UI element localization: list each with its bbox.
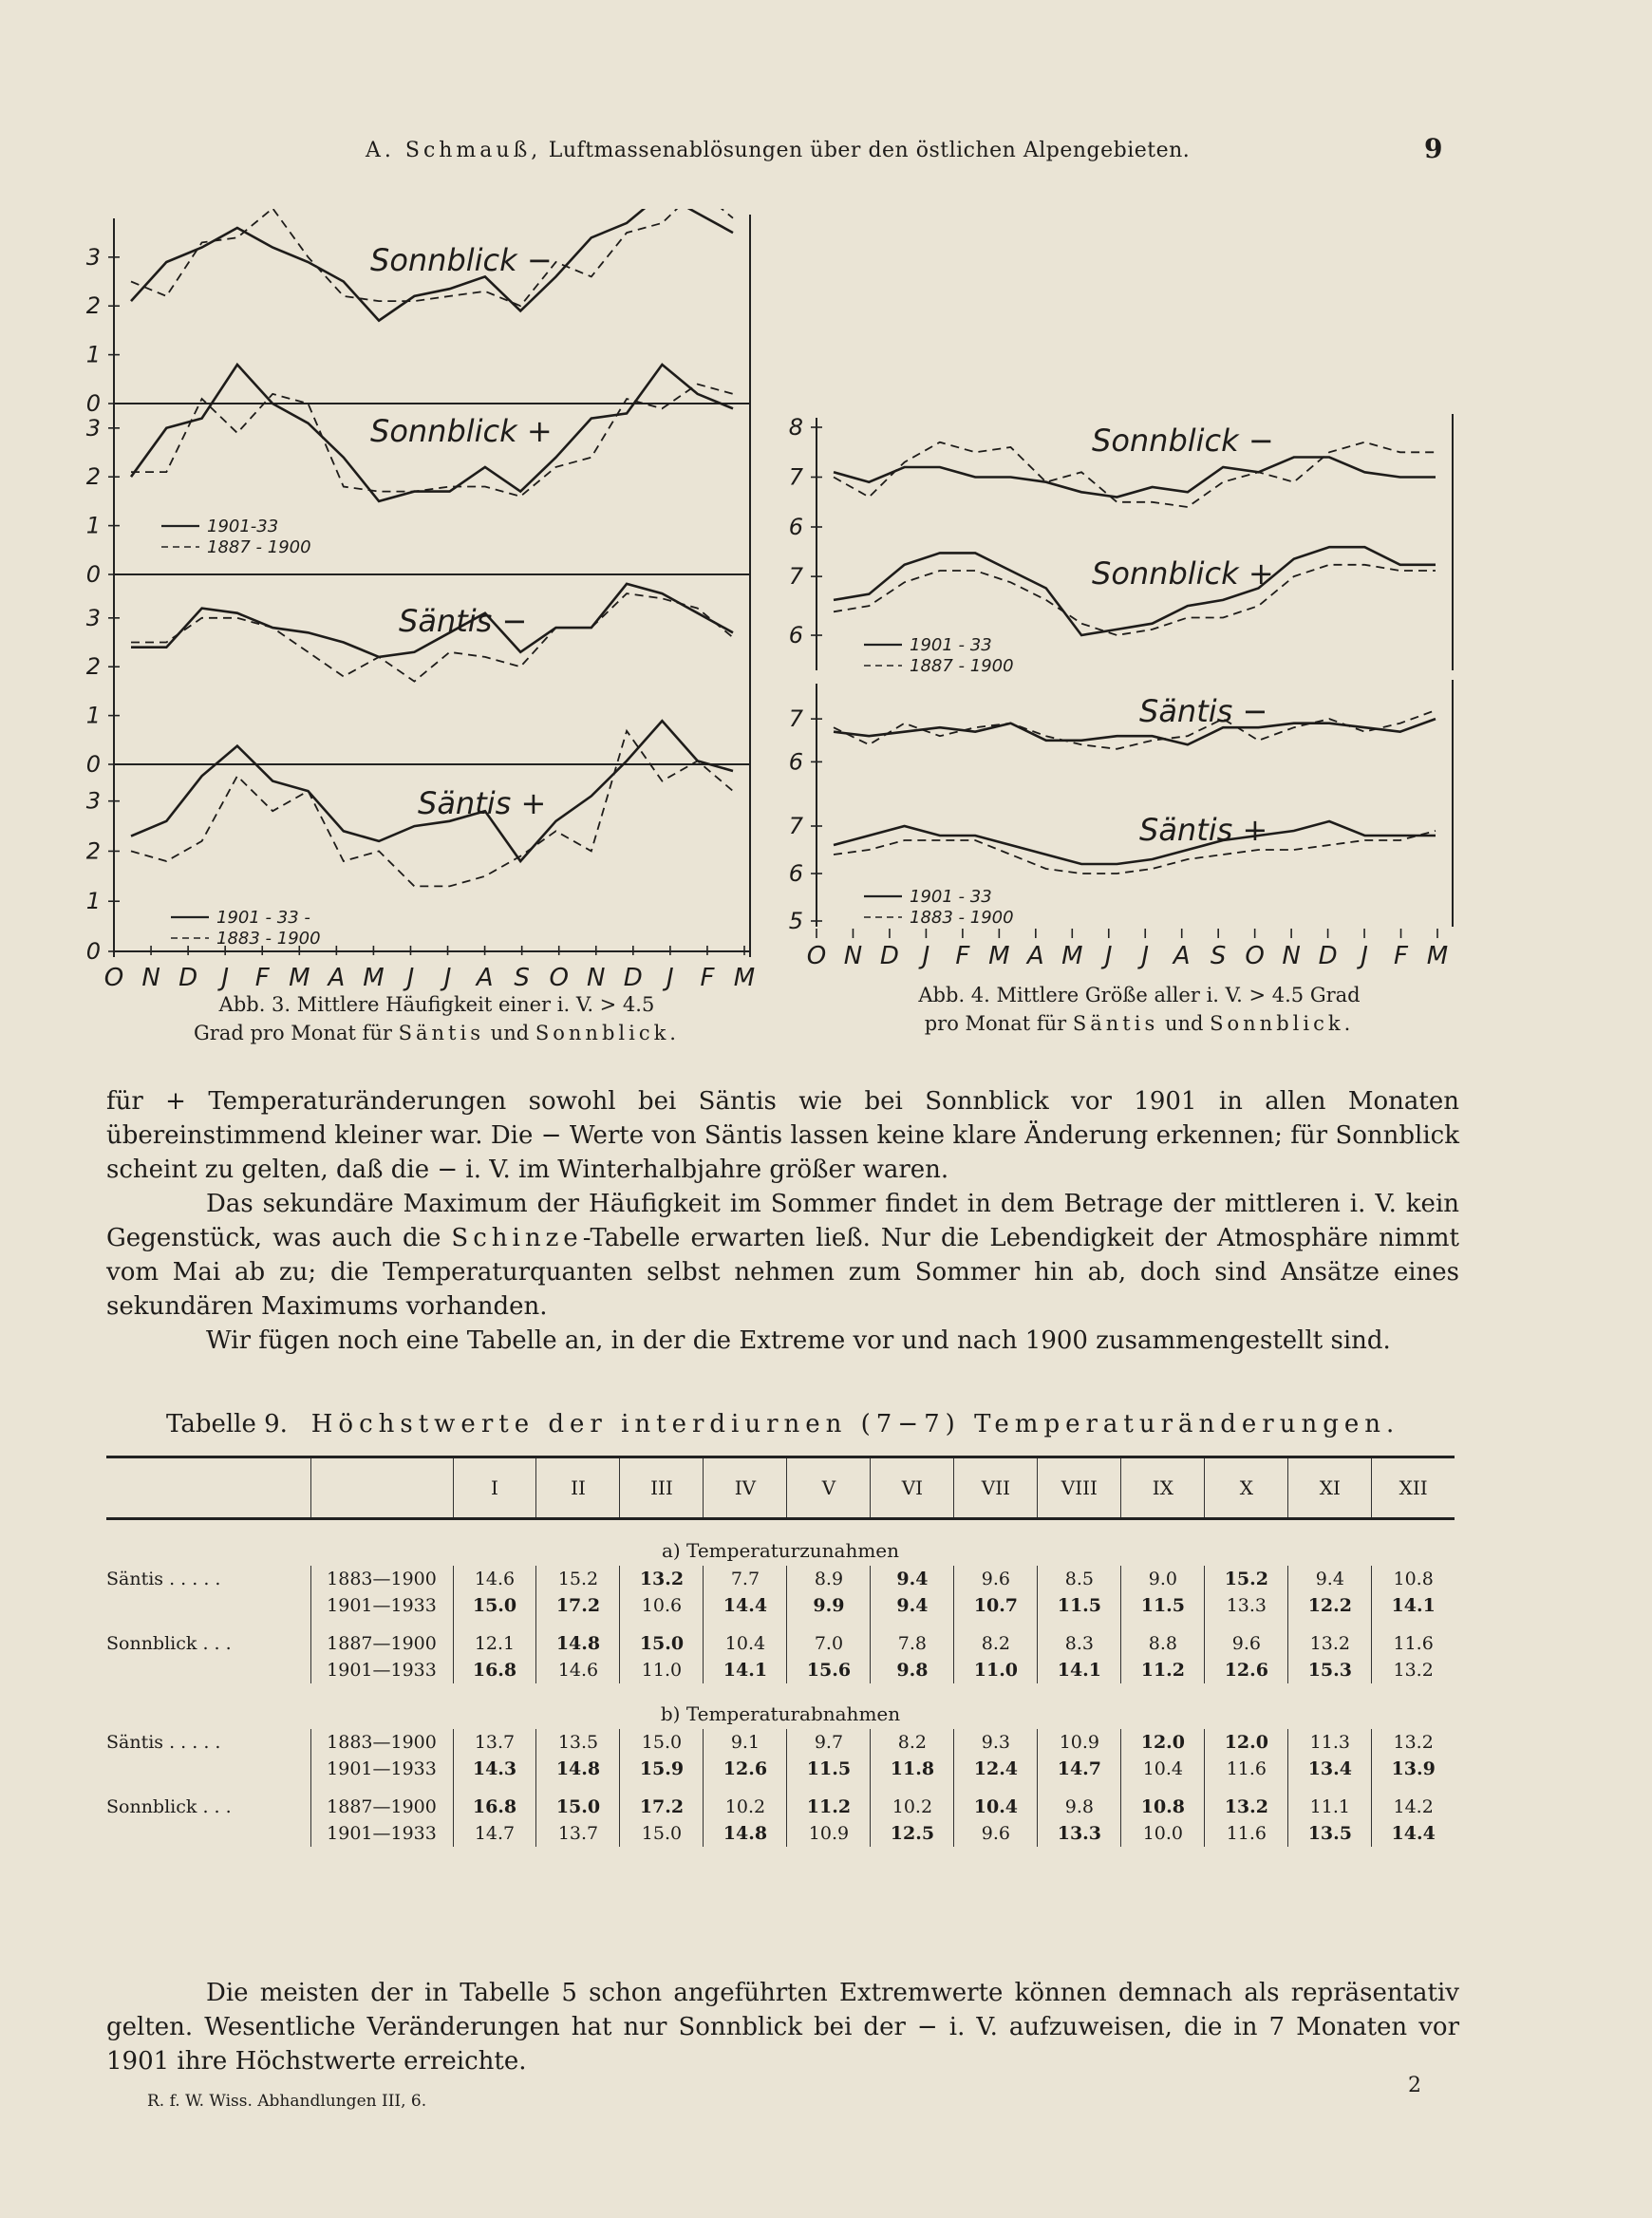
- value-cell: 11.5: [1121, 1592, 1205, 1619]
- spacer-cell: [106, 1782, 310, 1794]
- spacer-cell: [1121, 1782, 1205, 1794]
- caption-station: Säntis: [1072, 1012, 1159, 1035]
- x-tick-label: M: [1426, 942, 1449, 970]
- y-tick-label: 3: [85, 414, 101, 442]
- value-cell: 9.3: [954, 1729, 1038, 1756]
- x-tick-label: O: [1245, 942, 1265, 970]
- value-cell: 11.1: [1288, 1794, 1372, 1820]
- spacer-cell: [453, 1619, 536, 1630]
- y-tick-label: 1: [85, 702, 101, 729]
- period-cell: 1887—1900: [310, 1630, 453, 1657]
- value-cell: 14.7: [453, 1820, 536, 1847]
- spacer-cell: [787, 1782, 871, 1794]
- legend-label: 1901 - 33: [910, 635, 992, 655]
- value-cell: 9.7: [787, 1729, 871, 1756]
- figure-4-caption: [835, 981, 1443, 1038]
- x-tick-label: D: [178, 964, 198, 992]
- station-cell: [106, 1592, 310, 1619]
- value-cell: 13.2: [620, 1566, 704, 1592]
- value-cell: 14.7: [1038, 1756, 1121, 1782]
- table-row: [106, 1820, 1455, 1847]
- value-cell: 13.2: [1393, 1660, 1434, 1681]
- value-cell: 10.9: [1038, 1729, 1121, 1756]
- value-cell: 10.2: [704, 1794, 787, 1820]
- value-cell: 8.2: [954, 1630, 1038, 1657]
- spacer-cell: [1205, 1619, 1288, 1630]
- spacer-row: [106, 1619, 1455, 1630]
- x-tick-label: S: [514, 964, 530, 992]
- y-tick-label: 2: [85, 837, 101, 865]
- value-cell: 9.6: [1205, 1630, 1288, 1657]
- panel-title: Sonnblick +: [370, 413, 553, 449]
- value-cell: 15.0: [453, 1592, 536, 1619]
- value-cell: 11.8: [871, 1756, 954, 1782]
- x-tick-label: J: [221, 964, 230, 992]
- value-cell: 11.6: [1205, 1756, 1288, 1782]
- value-cell: 10.4: [704, 1630, 787, 1657]
- legend-label: 1887 - 1900: [207, 537, 311, 557]
- value-cell: 14.8: [536, 1756, 620, 1782]
- x-tick-label: M: [988, 942, 1010, 970]
- x-tick-label: J: [1141, 942, 1150, 970]
- value-cell: 8.2: [871, 1729, 954, 1756]
- value-cell: 11.0: [954, 1657, 1038, 1683]
- spacer-cell: [704, 1619, 787, 1630]
- value-cell: 8.8: [1121, 1630, 1205, 1657]
- x-tick-label: M: [733, 964, 756, 992]
- x-tick-label: J: [443, 964, 452, 992]
- value-cell: 14.4: [1391, 1823, 1436, 1844]
- paragraph-text: Das sekundäre Maximum der Häufigkeit im Sommer findet in dem Betrage der mittleren i. V. kein Gegenstück, was auch die: [106, 1190, 1459, 1252]
- x-tick-label: N: [587, 964, 606, 992]
- value-cell: 10.2: [871, 1794, 954, 1820]
- chart-panel: [86, 575, 750, 778]
- data-table: [106, 1456, 1455, 1847]
- value-cell: 17.2: [620, 1794, 704, 1820]
- station-cell: [106, 1657, 310, 1683]
- value-cell: 14.8: [536, 1630, 620, 1657]
- value-cell: 7.7: [704, 1566, 787, 1592]
- column-header: VII: [954, 1457, 1038, 1519]
- value-cell: 11.5: [1038, 1592, 1121, 1619]
- caption-text: Grad pro Monat für: [194, 1022, 392, 1044]
- caption-station: Säntis: [398, 1022, 484, 1044]
- y-tick-label: 6: [788, 860, 803, 887]
- value-cell: 12.2: [1288, 1592, 1372, 1619]
- figure-3-caption-line2: [104, 1019, 769, 1047]
- value-cell: 9.8: [871, 1657, 954, 1683]
- figure-4-charts: [779, 408, 1462, 978]
- x-tick-label: A: [1026, 942, 1044, 970]
- section-row: [106, 1683, 1455, 1729]
- value-cell: 9.0: [1121, 1566, 1205, 1592]
- footer-series: R. f. W. Wiss. Abhandlungen III, 6.: [147, 2092, 427, 2111]
- spacer-cell: [704, 1782, 787, 1794]
- panel-title: Säntis +: [418, 785, 547, 821]
- x-tick-label: S: [1210, 942, 1227, 970]
- value-cell: 8.9: [787, 1566, 871, 1592]
- x-tick-label: J: [922, 942, 930, 970]
- value-cell: 11.2: [787, 1794, 871, 1820]
- period-cell: 1901—1933: [310, 1592, 453, 1619]
- value-cell: 14.4: [704, 1592, 787, 1619]
- y-tick-label: 2: [85, 653, 101, 681]
- y-tick-label: 3: [85, 243, 101, 271]
- x-tick-label: F: [254, 964, 270, 992]
- y-tick-label: 0: [85, 561, 101, 588]
- section-row: [106, 1519, 1455, 1567]
- spacer-cell: [1038, 1619, 1121, 1630]
- table-row: [106, 1756, 1455, 1782]
- y-tick-label: 5: [788, 908, 803, 934]
- value-cell: 9.4: [1288, 1566, 1372, 1592]
- value-cell: 14.1: [704, 1657, 787, 1683]
- series-line-solid: [834, 719, 1436, 744]
- spacer-cell: [1205, 1782, 1288, 1794]
- series-line-dashed: [834, 710, 1436, 749]
- x-tick-label: J: [1104, 942, 1113, 970]
- running-header: [366, 139, 1190, 162]
- spacer-cell: [1121, 1619, 1205, 1630]
- station-cell: Sonnblick . . .: [106, 1633, 232, 1654]
- spacer-cell: [1372, 1782, 1455, 1794]
- legend-label: 1883 - 1900: [216, 929, 321, 949]
- figure-4-caption-line1: Abb. 4. Mittlere Größe aller i. V. > 4.5 Grad: [918, 984, 1361, 1006]
- period-cell: 1901—1933: [310, 1756, 453, 1782]
- legend-label: 1901 - 33: [910, 887, 992, 907]
- period-cell: 1901—1933: [310, 1657, 453, 1683]
- body-text-2: [106, 1976, 1459, 2078]
- table-row: [106, 1592, 1455, 1619]
- value-cell: 7.0: [787, 1630, 871, 1657]
- table-row: [106, 1630, 1455, 1657]
- spacer-cell: [954, 1782, 1038, 1794]
- section-heading: b) Temperaturabnahmen: [660, 1702, 901, 1725]
- table-header-row: [106, 1457, 1455, 1519]
- spacer-cell: [310, 1619, 453, 1630]
- y-tick-label: 2: [85, 463, 101, 491]
- column-header: VIII: [1038, 1457, 1121, 1519]
- value-cell: 12.0: [1205, 1729, 1288, 1756]
- figure-4-caption-line2: [835, 1009, 1443, 1038]
- value-cell: 9.6: [954, 1566, 1038, 1592]
- y-tick-label: 7: [788, 463, 803, 491]
- header-blank: [106, 1457, 310, 1519]
- x-tick-label: A: [1173, 942, 1191, 970]
- value-cell: 15.0: [620, 1820, 704, 1847]
- station-cell: Sonnblick . . .: [106, 1796, 232, 1817]
- station-cell: [106, 1820, 310, 1847]
- header-author: A. Schmauß,: [366, 139, 542, 162]
- panel-title: Säntis +: [1139, 812, 1268, 848]
- value-cell: 15.0: [536, 1794, 620, 1820]
- y-tick-label: 1: [85, 888, 101, 915]
- x-tick-label: O: [549, 964, 569, 992]
- x-tick-label: A: [476, 964, 494, 992]
- column-header: X: [1205, 1457, 1288, 1519]
- column-header: I: [453, 1457, 536, 1519]
- table-row: [106, 1729, 1455, 1756]
- value-cell: 9.1: [704, 1729, 787, 1756]
- value-cell: 11.3: [1288, 1729, 1372, 1756]
- x-tick-label: J: [406, 964, 415, 992]
- value-cell: 12.1: [453, 1630, 536, 1657]
- table-row: [106, 1794, 1455, 1820]
- paragraph: [106, 1187, 1459, 1324]
- value-cell: 11.6: [1393, 1633, 1434, 1654]
- panel-title: Säntis −: [1139, 693, 1268, 729]
- value-cell: 14.1: [1038, 1657, 1121, 1683]
- spacer-cell: [1372, 1619, 1455, 1630]
- paragraph-text: -Tabelle erwarten ließ. Nur die Lebendigkeit der Atmosphäre nimmt vom Mai ab zu; die Temperaturquanten selbst nehmen zum Sommer hin ab, doch sind Ansätze eines sekundären Maximums vorhanden.: [106, 1224, 1459, 1321]
- y-tick-label: 0: [85, 390, 101, 417]
- spacer-cell: [871, 1619, 954, 1630]
- value-cell: 10.8: [1393, 1569, 1434, 1589]
- value-cell: 13.3: [1205, 1592, 1288, 1619]
- y-tick-label: 1: [85, 341, 101, 368]
- value-cell: 16.8: [453, 1794, 536, 1820]
- spacer-cell: [1288, 1619, 1372, 1630]
- body-text-1: [106, 1084, 1459, 1358]
- value-cell: 15.3: [1288, 1657, 1372, 1683]
- legend-label: 1901-33: [207, 517, 279, 536]
- column-header: XI: [1288, 1457, 1372, 1519]
- value-cell: 15.0: [620, 1630, 704, 1657]
- value-cell: 15.2: [536, 1566, 620, 1592]
- value-cell: 15.9: [620, 1756, 704, 1782]
- table-label: Tabelle 9.: [166, 1410, 288, 1438]
- x-tick-label: D: [879, 942, 899, 970]
- y-tick-label: 3: [85, 787, 101, 815]
- paragraph: Die meisten der in Tabelle 5 schon angeführten Extremwerte können demnach als repräsentativ gelten. Wesentliche Veränderungen hat nur Sonnblick bei der − i. V. aufzuweisen, die in 7 Monaten vor 1901 ihre Höchstwerte erreichte.: [106, 1979, 1459, 2076]
- column-header: III: [620, 1457, 704, 1519]
- x-tick-label: N: [141, 964, 160, 992]
- value-cell: 10.4: [1121, 1756, 1205, 1782]
- y-tick-label: 7: [788, 705, 803, 733]
- x-tick-label: J: [1361, 942, 1368, 970]
- x-tick-label: M: [1061, 942, 1083, 970]
- value-cell: 12.5: [871, 1820, 954, 1847]
- value-cell: 10.9: [787, 1820, 871, 1847]
- paragraph-name: Schinze: [451, 1224, 583, 1252]
- value-cell: 10.0: [1121, 1820, 1205, 1847]
- value-cell: 13.2: [1393, 1732, 1434, 1753]
- caption-text: und: [490, 1022, 530, 1044]
- value-cell: 13.4: [1288, 1756, 1372, 1782]
- value-cell: 13.7: [453, 1729, 536, 1756]
- column-header: VI: [871, 1457, 954, 1519]
- value-cell: 10.4: [954, 1794, 1038, 1820]
- value-cell: 13.9: [1391, 1758, 1436, 1779]
- spacer-cell: [310, 1782, 453, 1794]
- figure-3-charts: [85, 209, 788, 997]
- signature-mark: 2: [1408, 2074, 1421, 2097]
- legend-label: 1901 - 33 -: [216, 908, 310, 928]
- x-tick-label: D: [1318, 942, 1338, 970]
- spacer-cell: [787, 1619, 871, 1630]
- value-cell: 13.5: [1288, 1820, 1372, 1847]
- station-cell: Säntis . . . . .: [106, 1569, 221, 1589]
- value-cell: 9.9: [787, 1592, 871, 1619]
- y-tick-label: 6: [788, 748, 803, 776]
- spacer-cell: [453, 1782, 536, 1794]
- table-row: [106, 1566, 1455, 1592]
- x-tick-label: O: [806, 942, 827, 970]
- spacer-cell: [620, 1619, 704, 1630]
- table-row: [106, 1657, 1455, 1683]
- page-number: 9: [1424, 133, 1443, 164]
- y-tick-label: 6: [788, 514, 803, 540]
- x-tick-label: F: [700, 964, 715, 992]
- series-line-dashed: [834, 831, 1436, 874]
- chart-panel: [86, 721, 750, 965]
- x-tick-label: A: [328, 964, 346, 992]
- value-cell: 15.0: [620, 1729, 704, 1756]
- station-cell: [106, 1756, 310, 1782]
- chart-panel: [789, 414, 1453, 540]
- value-cell: 11.0: [620, 1657, 704, 1683]
- station-cell: Säntis . . . . .: [106, 1732, 221, 1753]
- column-header: XII: [1372, 1457, 1455, 1519]
- value-cell: 9.8: [1038, 1794, 1121, 1820]
- panel-title: Sonnblick −: [370, 242, 553, 278]
- column-header: II: [536, 1457, 620, 1519]
- value-cell: 13.3: [1038, 1820, 1121, 1847]
- y-tick-label: 0: [85, 938, 101, 965]
- value-cell: 15.2: [1205, 1566, 1288, 1592]
- chart-panel: [789, 680, 1453, 789]
- spacer-cell: [871, 1782, 954, 1794]
- legend-label: 1883 - 1900: [910, 908, 1014, 928]
- value-cell: 14.1: [1391, 1595, 1436, 1616]
- value-cell: 13.2: [1205, 1794, 1288, 1820]
- value-cell: 12.6: [1205, 1657, 1288, 1683]
- x-tick-label: D: [623, 964, 643, 992]
- period-cell: 1883—1900: [310, 1566, 453, 1592]
- header-title: Luftmassenablösungen über den östlichen Alpengebieten.: [548, 139, 1191, 162]
- value-cell: 8.5: [1038, 1566, 1121, 1592]
- column-header: IX: [1121, 1457, 1205, 1519]
- table-body: [106, 1519, 1455, 1848]
- y-tick-label: 6: [788, 622, 803, 649]
- caption-station: Sonnblick.: [535, 1022, 680, 1044]
- value-cell: 9.4: [871, 1592, 954, 1619]
- chart-panel: [86, 365, 750, 588]
- column-header: V: [787, 1457, 871, 1519]
- chart-panel: [789, 528, 1453, 676]
- chart-panel: [86, 209, 750, 417]
- value-cell: 10.6: [620, 1592, 704, 1619]
- y-tick-label: 1: [85, 512, 101, 539]
- table-title: [166, 1410, 1399, 1438]
- paragraph: für + Temperaturänderungen sowohl bei Säntis wie bei Sonnblick vor 1901 in allen Monaten übereinstimmend kleiner war. Die − Werte von Säntis lassen keine klare Änderung erkennen; für Sonnblick scheint zu gelten, daß die − i. V. im Winterhalbjahre größer waren.: [106, 1087, 1459, 1184]
- period-cell: 1887—1900: [310, 1794, 453, 1820]
- value-cell: 11.6: [1205, 1820, 1288, 1847]
- caption-text: pro Monat für: [924, 1012, 1067, 1035]
- y-tick-label: 7: [788, 563, 803, 591]
- value-cell: 14.3: [453, 1756, 536, 1782]
- spacer-cell: [1288, 1782, 1372, 1794]
- value-cell: 7.8: [871, 1630, 954, 1657]
- panel-title: Sonnblick +: [1092, 555, 1274, 592]
- x-tick-label: N: [1282, 942, 1301, 970]
- spacer-row: [106, 1782, 1455, 1794]
- y-tick-label: 7: [788, 813, 803, 839]
- x-tick-label: M: [289, 964, 310, 992]
- column-header: IV: [704, 1457, 787, 1519]
- header-blank: [310, 1457, 453, 1519]
- x-tick-label: M: [363, 964, 385, 992]
- series-line-solid: [834, 458, 1436, 498]
- value-cell: 10.8: [1121, 1794, 1205, 1820]
- caption-text: und: [1164, 1012, 1204, 1035]
- value-cell: 8.3: [1038, 1630, 1121, 1657]
- legend-label: 1887 - 1900: [910, 656, 1014, 676]
- panel-title: Sonnblick −: [1092, 423, 1274, 459]
- y-tick-label: 8: [788, 414, 803, 441]
- spacer-cell: [1038, 1782, 1121, 1794]
- x-tick-label: F: [955, 942, 970, 970]
- spacer-cell: [620, 1782, 704, 1794]
- period-cell: 1901—1933: [310, 1820, 453, 1847]
- value-cell: 11.5: [787, 1756, 871, 1782]
- value-cell: 14.2: [1393, 1796, 1434, 1817]
- x-tick-label: N: [843, 942, 863, 970]
- spacer-cell: [954, 1619, 1038, 1630]
- value-cell: 13.7: [536, 1820, 620, 1847]
- value-cell: 13.2: [1288, 1630, 1372, 1657]
- value-cell: 9.6: [954, 1820, 1038, 1847]
- value-cell: 12.6: [704, 1756, 787, 1782]
- x-tick-label: O: [103, 964, 124, 992]
- x-tick-label: J: [666, 964, 674, 992]
- paragraph: Wir fügen noch eine Tabelle an, in der die Extreme vor und nach 1900 zusammengestellt sind.: [206, 1326, 1391, 1355]
- value-cell: 17.2: [536, 1592, 620, 1619]
- value-cell: 14.8: [704, 1820, 787, 1847]
- value-cell: 14.6: [536, 1657, 620, 1683]
- value-cell: 15.6: [787, 1657, 871, 1683]
- figure-3-caption-line1: Abb. 3. Mittlere Häufigkeit einer i. V. > 4.5: [218, 993, 655, 1016]
- x-tick-label: F: [1394, 942, 1409, 970]
- y-tick-label: 2: [85, 292, 101, 320]
- value-cell: 12.0: [1121, 1729, 1205, 1756]
- period-cell: 1883—1900: [310, 1729, 453, 1756]
- caption-station: Sonnblick.: [1210, 1012, 1355, 1035]
- value-cell: 11.2: [1121, 1657, 1205, 1683]
- value-cell: 12.4: [954, 1756, 1038, 1782]
- y-tick-label: 3: [85, 604, 101, 631]
- chart-panel: [789, 784, 1453, 934]
- value-cell: 14.6: [453, 1566, 536, 1592]
- spacer-cell: [106, 1619, 310, 1630]
- value-cell: 9.4: [871, 1566, 954, 1592]
- panel-title: Säntis −: [399, 603, 528, 639]
- value-cell: 13.5: [536, 1729, 620, 1756]
- figure-3-caption: [104, 990, 769, 1047]
- y-tick-label: 0: [85, 751, 101, 778]
- section-heading: a) Temperaturzunahmen: [661, 1539, 900, 1562]
- spacer-cell: [536, 1619, 620, 1630]
- value-cell: 16.8: [453, 1657, 536, 1683]
- series-line-solid: [834, 821, 1436, 864]
- table-caption: Höchstwerte der interdiurnen (7−7) Temperaturänderungen.: [310, 1410, 1400, 1438]
- spacer-cell: [536, 1782, 620, 1794]
- value-cell: 10.7: [954, 1592, 1038, 1619]
